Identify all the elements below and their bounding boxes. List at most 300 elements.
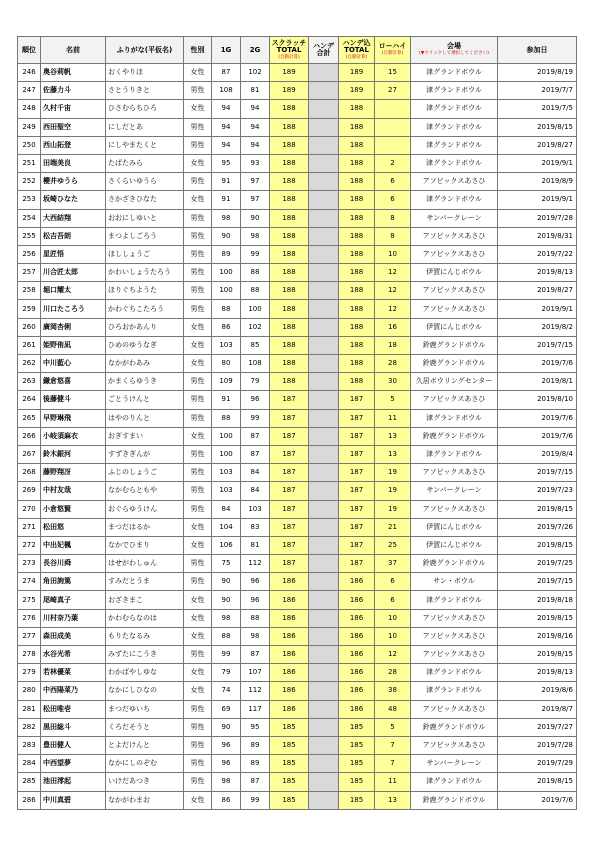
cell-kana: なかにしひなの bbox=[106, 682, 184, 700]
cell-game2: 89 bbox=[241, 755, 270, 773]
cell-game2: 112 bbox=[241, 682, 270, 700]
cell-rank: 262 bbox=[18, 355, 41, 373]
cell-rank: 256 bbox=[18, 245, 41, 263]
cell-venue[interactable]: 津グランドボウル bbox=[411, 154, 498, 172]
cell-game2: 103 bbox=[241, 500, 270, 518]
cell-game1: 91 bbox=[212, 191, 241, 209]
cell-scratch-total: 186 bbox=[270, 609, 309, 627]
cell-game2: 90 bbox=[241, 209, 270, 227]
cell-handicap-total: 187 bbox=[339, 445, 375, 463]
cell-scratch-total: 188 bbox=[270, 336, 309, 354]
cell-gender: 女性 bbox=[184, 318, 212, 336]
cell-scratch-total: 188 bbox=[270, 282, 309, 300]
cell-lowhigh: 38 bbox=[375, 682, 411, 700]
cell-game2: 89 bbox=[241, 736, 270, 754]
cell-game1: 86 bbox=[212, 318, 241, 336]
cell-game1: 108 bbox=[212, 82, 241, 100]
cell-venue[interactable]: サン・ボウル bbox=[411, 573, 498, 591]
cell-venue[interactable]: 津グランドボウル bbox=[411, 136, 498, 154]
cell-handicap-total: 186 bbox=[339, 591, 375, 609]
cell-game1: 99 bbox=[212, 646, 241, 664]
cell-game1: 103 bbox=[212, 482, 241, 500]
cell-gender: 男性 bbox=[184, 482, 212, 500]
cell-kana: なかがわまお bbox=[106, 791, 184, 809]
cell-game1: 84 bbox=[212, 500, 241, 518]
table-row bbox=[18, 555, 577, 573]
cell-lowhigh bbox=[375, 118, 411, 136]
cell-venue[interactable]: 鈴鹿グランドボウル bbox=[411, 555, 498, 573]
cell-lowhigh: 18 bbox=[375, 336, 411, 354]
cell-date: 2019/7/5 bbox=[498, 100, 577, 118]
cell-lowhigh: 8 bbox=[375, 209, 411, 227]
table-row bbox=[18, 154, 577, 172]
cell-kana: さとうりきと bbox=[106, 82, 184, 100]
cell-handicap bbox=[309, 664, 339, 682]
cell-scratch-total: 187 bbox=[270, 427, 309, 445]
cell-venue[interactable]: 津グランドボウル bbox=[411, 191, 498, 209]
header-kana: ふりがな(平仮名) bbox=[106, 37, 184, 64]
cell-gender: 女性 bbox=[184, 191, 212, 209]
cell-scratch-total: 186 bbox=[270, 646, 309, 664]
cell-name: 川口たころう bbox=[41, 300, 106, 318]
cell-date: 2019/7/7 bbox=[498, 82, 577, 100]
cell-lowhigh: 37 bbox=[375, 555, 411, 573]
cell-name: 田端美良 bbox=[41, 154, 106, 172]
cell-game1: 103 bbox=[212, 464, 241, 482]
cell-game2: 85 bbox=[241, 336, 270, 354]
cell-game1: 88 bbox=[212, 627, 241, 645]
header-lowhigh-note: (自動計算) bbox=[381, 51, 404, 57]
header-game2: 2G bbox=[241, 37, 270, 64]
cell-venue[interactable]: アソビックスあさひ bbox=[411, 500, 498, 518]
cell-date: 2019/7/15 bbox=[498, 464, 577, 482]
table-row bbox=[18, 391, 577, 409]
cell-name: 西田聖空 bbox=[41, 118, 106, 136]
cell-game2: 99 bbox=[241, 245, 270, 263]
cell-rank: 276 bbox=[18, 609, 41, 627]
cell-venue[interactable]: 津グランドボウル bbox=[411, 100, 498, 118]
table-row bbox=[18, 136, 577, 154]
cell-handicap bbox=[309, 482, 339, 500]
cell-venue[interactable]: 津グランドボウル bbox=[411, 591, 498, 609]
cell-name: 角田詢篤 bbox=[41, 573, 106, 591]
cell-venue[interactable]: 鈴鹿グランドボウル bbox=[411, 336, 498, 354]
cell-gender: 女性 bbox=[184, 355, 212, 373]
cell-game2: 112 bbox=[241, 555, 270, 573]
cell-game1: 98 bbox=[212, 609, 241, 627]
table-row bbox=[18, 300, 577, 318]
cell-venue[interactable]: 津グランドボウル bbox=[411, 118, 498, 136]
cell-gender: 男性 bbox=[184, 391, 212, 409]
cell-lowhigh: 10 bbox=[375, 245, 411, 263]
cell-rank: 284 bbox=[18, 755, 41, 773]
table-row bbox=[18, 736, 577, 754]
cell-handicap-total: 188 bbox=[339, 264, 375, 282]
cell-handicap bbox=[309, 209, 339, 227]
cell-handicap bbox=[309, 336, 339, 354]
cell-scratch-total: 186 bbox=[270, 682, 309, 700]
cell-date: 2019/7/6 bbox=[498, 355, 577, 373]
cell-venue[interactable]: 津グランドボウル bbox=[411, 664, 498, 682]
cell-handicap bbox=[309, 173, 339, 191]
cell-rank: 275 bbox=[18, 591, 41, 609]
cell-kana: まつだゆいち bbox=[106, 700, 184, 718]
cell-venue[interactable]: 津グランドボウル bbox=[411, 445, 498, 463]
cell-game1: 80 bbox=[212, 355, 241, 373]
header-handicap bbox=[309, 37, 339, 64]
cell-gender: 男性 bbox=[184, 409, 212, 427]
cell-venue[interactable]: 鈴鹿グランドボウル bbox=[411, 718, 498, 736]
cell-handicap-total: 188 bbox=[339, 136, 375, 154]
cell-gender: 男性 bbox=[184, 646, 212, 664]
cell-rank: 279 bbox=[18, 664, 41, 682]
cell-handicap-total: 185 bbox=[339, 755, 375, 773]
cell-date: 2019/8/27 bbox=[498, 282, 577, 300]
cell-lowhigh bbox=[375, 100, 411, 118]
cell-scratch-total: 188 bbox=[270, 245, 309, 263]
cell-handicap bbox=[309, 318, 339, 336]
cell-rank: 248 bbox=[18, 100, 41, 118]
cell-kana: まつだはるか bbox=[106, 518, 184, 536]
cell-rank: 272 bbox=[18, 536, 41, 554]
cell-handicap-total: 185 bbox=[339, 791, 375, 809]
cell-handicap-total: 188 bbox=[339, 355, 375, 373]
cell-venue[interactable]: 伊賀にんじボウル bbox=[411, 536, 498, 554]
header-scratch-note: (自動計算) bbox=[278, 54, 300, 60]
cell-date: 2019/7/29 bbox=[498, 755, 577, 773]
cell-name: 西山拓登 bbox=[41, 136, 106, 154]
cell-handicap bbox=[309, 773, 339, 791]
cell-gender: 男性 bbox=[184, 136, 212, 154]
cell-game1: 106 bbox=[212, 536, 241, 554]
cell-name: 松田悠 bbox=[41, 518, 106, 536]
cell-venue[interactable]: サンバークレーン bbox=[411, 482, 498, 500]
cell-rank: 254 bbox=[18, 209, 41, 227]
cell-handicap bbox=[309, 718, 339, 736]
cell-game1: 90 bbox=[212, 718, 241, 736]
cell-venue[interactable]: アソビックスあさひ bbox=[411, 609, 498, 627]
cell-scratch-total: 187 bbox=[270, 555, 309, 573]
cell-lowhigh: 19 bbox=[375, 482, 411, 500]
cell-lowhigh: 15 bbox=[375, 64, 411, 82]
cell-kana: かわむらなのは bbox=[106, 609, 184, 627]
cell-venue[interactable]: アソビックスあさひ bbox=[411, 300, 498, 318]
cell-handicap bbox=[309, 136, 339, 154]
cell-game2: 93 bbox=[241, 154, 270, 172]
cell-gender: 男性 bbox=[184, 464, 212, 482]
cell-handicap-total: 188 bbox=[339, 118, 375, 136]
cell-rank: 257 bbox=[18, 264, 41, 282]
cell-venue[interactable]: アソビックスあさひ bbox=[411, 627, 498, 645]
cell-venue[interactable]: サンバークレーン bbox=[411, 755, 498, 773]
cell-date: 2019/8/13 bbox=[498, 264, 577, 282]
header-lowhigh bbox=[375, 37, 411, 64]
cell-lowhigh: 28 bbox=[375, 664, 411, 682]
cell-game1: 100 bbox=[212, 427, 241, 445]
cell-kana: にしやまたくと bbox=[106, 136, 184, 154]
cell-game1: 94 bbox=[212, 136, 241, 154]
cell-game2: 98 bbox=[241, 627, 270, 645]
cell-name: 小倉悠賢 bbox=[41, 500, 106, 518]
table-row bbox=[18, 64, 577, 82]
cell-scratch-total: 188 bbox=[270, 136, 309, 154]
cell-handicap-total: 188 bbox=[339, 154, 375, 172]
header-row bbox=[18, 37, 577, 64]
cell-handicap-total: 187 bbox=[339, 427, 375, 445]
cell-venue[interactable]: 津グランドボウル bbox=[411, 64, 498, 82]
cell-scratch-total: 188 bbox=[270, 318, 309, 336]
cell-scratch-total: 187 bbox=[270, 391, 309, 409]
cell-handicap-total: 188 bbox=[339, 100, 375, 118]
cell-venue[interactable]: 伊賀にんじボウル bbox=[411, 264, 498, 282]
cell-lowhigh: 11 bbox=[375, 409, 411, 427]
header-name: 名前 bbox=[41, 37, 106, 64]
cell-game1: 96 bbox=[212, 755, 241, 773]
cell-rank: 259 bbox=[18, 300, 41, 318]
header-venue-note: (▼クリックして選択してください) bbox=[419, 51, 489, 57]
cell-rank: 261 bbox=[18, 336, 41, 354]
cell-game2: 99 bbox=[241, 409, 270, 427]
cell-lowhigh: 12 bbox=[375, 300, 411, 318]
cell-handicap-total: 188 bbox=[339, 318, 375, 336]
cell-lowhigh: 7 bbox=[375, 736, 411, 754]
cell-game1: 89 bbox=[212, 245, 241, 263]
cell-game2: 87 bbox=[241, 646, 270, 664]
cell-game1: 90 bbox=[212, 227, 241, 245]
header-scratch-total bbox=[270, 37, 309, 64]
cell-handicap bbox=[309, 591, 339, 609]
cell-venue[interactable]: サンバークレーン bbox=[411, 209, 498, 227]
cell-name: 中川藍心 bbox=[41, 355, 106, 373]
cell-venue[interactable]: アソビックスあさひ bbox=[411, 282, 498, 300]
cell-handicap bbox=[309, 736, 339, 754]
cell-name: 中出妃楓 bbox=[41, 536, 106, 554]
cell-venue[interactable]: アソビックスあさひ bbox=[411, 646, 498, 664]
cell-rank: 255 bbox=[18, 227, 41, 245]
cell-lowhigh: 10 bbox=[375, 627, 411, 645]
cell-rank: 249 bbox=[18, 118, 41, 136]
cell-kana: ひろおかあんり bbox=[106, 318, 184, 336]
cell-game2: 97 bbox=[241, 191, 270, 209]
cell-game1: 109 bbox=[212, 373, 241, 391]
cell-name: 鈴木銀河 bbox=[41, 445, 106, 463]
cell-kana: かまくらゆうき bbox=[106, 373, 184, 391]
cell-gender: 女性 bbox=[184, 154, 212, 172]
cell-lowhigh: 6 bbox=[375, 173, 411, 191]
cell-date: 2019/8/19 bbox=[498, 64, 577, 82]
cell-rank: 253 bbox=[18, 191, 41, 209]
cell-game2: 88 bbox=[241, 282, 270, 300]
cell-handicap bbox=[309, 646, 339, 664]
cell-kana: おざきまこ bbox=[106, 591, 184, 609]
cell-handicap bbox=[309, 355, 339, 373]
cell-venue[interactable]: 鈴鹿グランドボウル bbox=[411, 791, 498, 809]
cell-handicap bbox=[309, 391, 339, 409]
cell-scratch-total: 188 bbox=[270, 209, 309, 227]
cell-game1: 90 bbox=[212, 573, 241, 591]
table-row bbox=[18, 791, 577, 809]
cell-scratch-total: 187 bbox=[270, 445, 309, 463]
cell-venue[interactable]: アソビックスあさひ bbox=[411, 245, 498, 263]
cell-venue[interactable]: 津グランドボウル bbox=[411, 409, 498, 427]
cell-lowhigh: 10 bbox=[375, 609, 411, 627]
header-handicap-sum-label: 合計 bbox=[316, 49, 331, 57]
cell-kana: なかがわあみ bbox=[106, 355, 184, 373]
cell-lowhigh: 19 bbox=[375, 500, 411, 518]
cell-venue[interactable]: 津グランドボウル bbox=[411, 82, 498, 100]
cell-gender: 女性 bbox=[184, 591, 212, 609]
cell-name: 藤野翔冴 bbox=[41, 464, 106, 482]
cell-handicap bbox=[309, 227, 339, 245]
cell-venue[interactable]: 久居ボウリングセンター bbox=[411, 373, 498, 391]
cell-scratch-total: 187 bbox=[270, 482, 309, 500]
header-lowhigh-label: ローハイ bbox=[378, 42, 407, 51]
cell-lowhigh: 12 bbox=[375, 282, 411, 300]
cell-gender: 男性 bbox=[184, 445, 212, 463]
cell-rank: 283 bbox=[18, 736, 41, 754]
cell-rank: 286 bbox=[18, 791, 41, 809]
cell-game2: 87 bbox=[241, 445, 270, 463]
cell-scratch-total: 188 bbox=[270, 300, 309, 318]
cell-venue[interactable]: アソビックスあさひ bbox=[411, 464, 498, 482]
cell-kana: たばたみら bbox=[106, 154, 184, 172]
cell-handicap-total: 187 bbox=[339, 518, 375, 536]
cell-game1: 88 bbox=[212, 409, 241, 427]
cell-game2: 84 bbox=[241, 464, 270, 482]
cell-date: 2019/8/13 bbox=[498, 664, 577, 682]
cell-lowhigh: 48 bbox=[375, 700, 411, 718]
table-row bbox=[18, 355, 577, 373]
cell-venue[interactable]: 鈴鹿グランドボウル bbox=[411, 427, 498, 445]
cell-name: 廣岡杏俐 bbox=[41, 318, 106, 336]
header-handicap-total-label2: TOTAL bbox=[344, 45, 369, 54]
table-row bbox=[18, 591, 577, 609]
cell-venue[interactable]: 鈴鹿グランドボウル bbox=[411, 355, 498, 373]
cell-venue[interactable]: 津グランドボウル bbox=[411, 773, 498, 791]
cell-handicap-total: 186 bbox=[339, 573, 375, 591]
cell-gender: 男性 bbox=[184, 373, 212, 391]
cell-kana: なかむらともや bbox=[106, 482, 184, 500]
cell-game1: 79 bbox=[212, 664, 241, 682]
cell-lowhigh: 5 bbox=[375, 718, 411, 736]
cell-scratch-total: 185 bbox=[270, 755, 309, 773]
cell-venue[interactable]: アソビックスあさひ bbox=[411, 700, 498, 718]
cell-name: 中西望夢 bbox=[41, 755, 106, 773]
cell-game2: 81 bbox=[241, 536, 270, 554]
cell-date: 2019/7/6 bbox=[498, 427, 577, 445]
cell-rank: 280 bbox=[18, 682, 41, 700]
cell-handicap bbox=[309, 373, 339, 391]
table-body bbox=[18, 64, 577, 810]
cell-gender: 男性 bbox=[184, 282, 212, 300]
cell-game1: 75 bbox=[212, 555, 241, 573]
cell-rank: 274 bbox=[18, 573, 41, 591]
cell-lowhigh bbox=[375, 136, 411, 154]
cell-game2: 95 bbox=[241, 718, 270, 736]
cell-handicap-total: 187 bbox=[339, 536, 375, 554]
cell-handicap-total: 188 bbox=[339, 173, 375, 191]
cell-kana: まつよしごろう bbox=[106, 227, 184, 245]
cell-game2: 99 bbox=[241, 791, 270, 809]
cell-lowhigh: 5 bbox=[375, 391, 411, 409]
cell-gender: 女性 bbox=[184, 100, 212, 118]
cell-game2: 97 bbox=[241, 173, 270, 191]
cell-game2: 94 bbox=[241, 136, 270, 154]
cell-venue[interactable]: 津グランドボウル bbox=[411, 682, 498, 700]
cell-rank: 270 bbox=[18, 500, 41, 518]
cell-date: 2019/7/22 bbox=[498, 245, 577, 263]
table-row bbox=[18, 100, 577, 118]
cell-rank: 247 bbox=[18, 82, 41, 100]
cell-rank: 265 bbox=[18, 409, 41, 427]
cell-game2: 83 bbox=[241, 518, 270, 536]
cell-gender: 女性 bbox=[184, 518, 212, 536]
cell-gender: 女性 bbox=[184, 682, 212, 700]
cell-game2: 88 bbox=[241, 264, 270, 282]
cell-gender: 男性 bbox=[184, 718, 212, 736]
cell-scratch-total: 188 bbox=[270, 154, 309, 172]
cell-gender: 男性 bbox=[184, 555, 212, 573]
cell-handicap bbox=[309, 82, 339, 100]
header-venue bbox=[411, 37, 498, 64]
table-row bbox=[18, 718, 577, 736]
cell-kana: いけだあつき bbox=[106, 773, 184, 791]
cell-handicap-total: 188 bbox=[339, 227, 375, 245]
cell-kana: さかざきひなた bbox=[106, 191, 184, 209]
cell-venue[interactable]: 伊賀にんじボウル bbox=[411, 318, 498, 336]
cell-game2: 108 bbox=[241, 355, 270, 373]
cell-lowhigh: 2 bbox=[375, 154, 411, 172]
table-row bbox=[18, 627, 577, 645]
cell-lowhigh: 19 bbox=[375, 464, 411, 482]
cell-game1: 98 bbox=[212, 209, 241, 227]
table-row bbox=[18, 500, 577, 518]
cell-venue[interactable]: アソビックスあさひ bbox=[411, 736, 498, 754]
header-venue-label: 会場 bbox=[447, 42, 461, 51]
cell-game2: 81 bbox=[241, 82, 270, 100]
cell-kana: ほししょうご bbox=[106, 245, 184, 263]
cell-venue[interactable]: アソビックスあさひ bbox=[411, 227, 498, 245]
cell-game2: 107 bbox=[241, 664, 270, 682]
cell-scratch-total: 188 bbox=[270, 373, 309, 391]
cell-handicap bbox=[309, 609, 339, 627]
cell-venue[interactable]: アソビックスあさひ bbox=[411, 391, 498, 409]
cell-scratch-total: 188 bbox=[270, 264, 309, 282]
cell-handicap bbox=[309, 682, 339, 700]
table-row bbox=[18, 82, 577, 100]
cell-handicap-total: 185 bbox=[339, 718, 375, 736]
cell-rank: 264 bbox=[18, 391, 41, 409]
cell-venue[interactable]: 伊賀にんじボウル bbox=[411, 518, 498, 536]
table-row bbox=[18, 536, 577, 554]
cell-date: 2019/7/15 bbox=[498, 336, 577, 354]
cell-rank: 266 bbox=[18, 427, 41, 445]
cell-kana: はせがわしゅん bbox=[106, 555, 184, 573]
cell-game2: 98 bbox=[241, 227, 270, 245]
cell-handicap bbox=[309, 409, 339, 427]
table-row bbox=[18, 464, 577, 482]
cell-rank: 281 bbox=[18, 700, 41, 718]
cell-handicap-total: 189 bbox=[339, 82, 375, 100]
table-row bbox=[18, 482, 577, 500]
cell-gender: 女性 bbox=[184, 791, 212, 809]
cell-name: 櫻井ゆうら bbox=[41, 173, 106, 191]
cell-handicap bbox=[309, 191, 339, 209]
cell-handicap bbox=[309, 100, 339, 118]
table-row bbox=[18, 191, 577, 209]
cell-handicap bbox=[309, 264, 339, 282]
cell-venue[interactable]: アソビックスあさひ bbox=[411, 173, 498, 191]
